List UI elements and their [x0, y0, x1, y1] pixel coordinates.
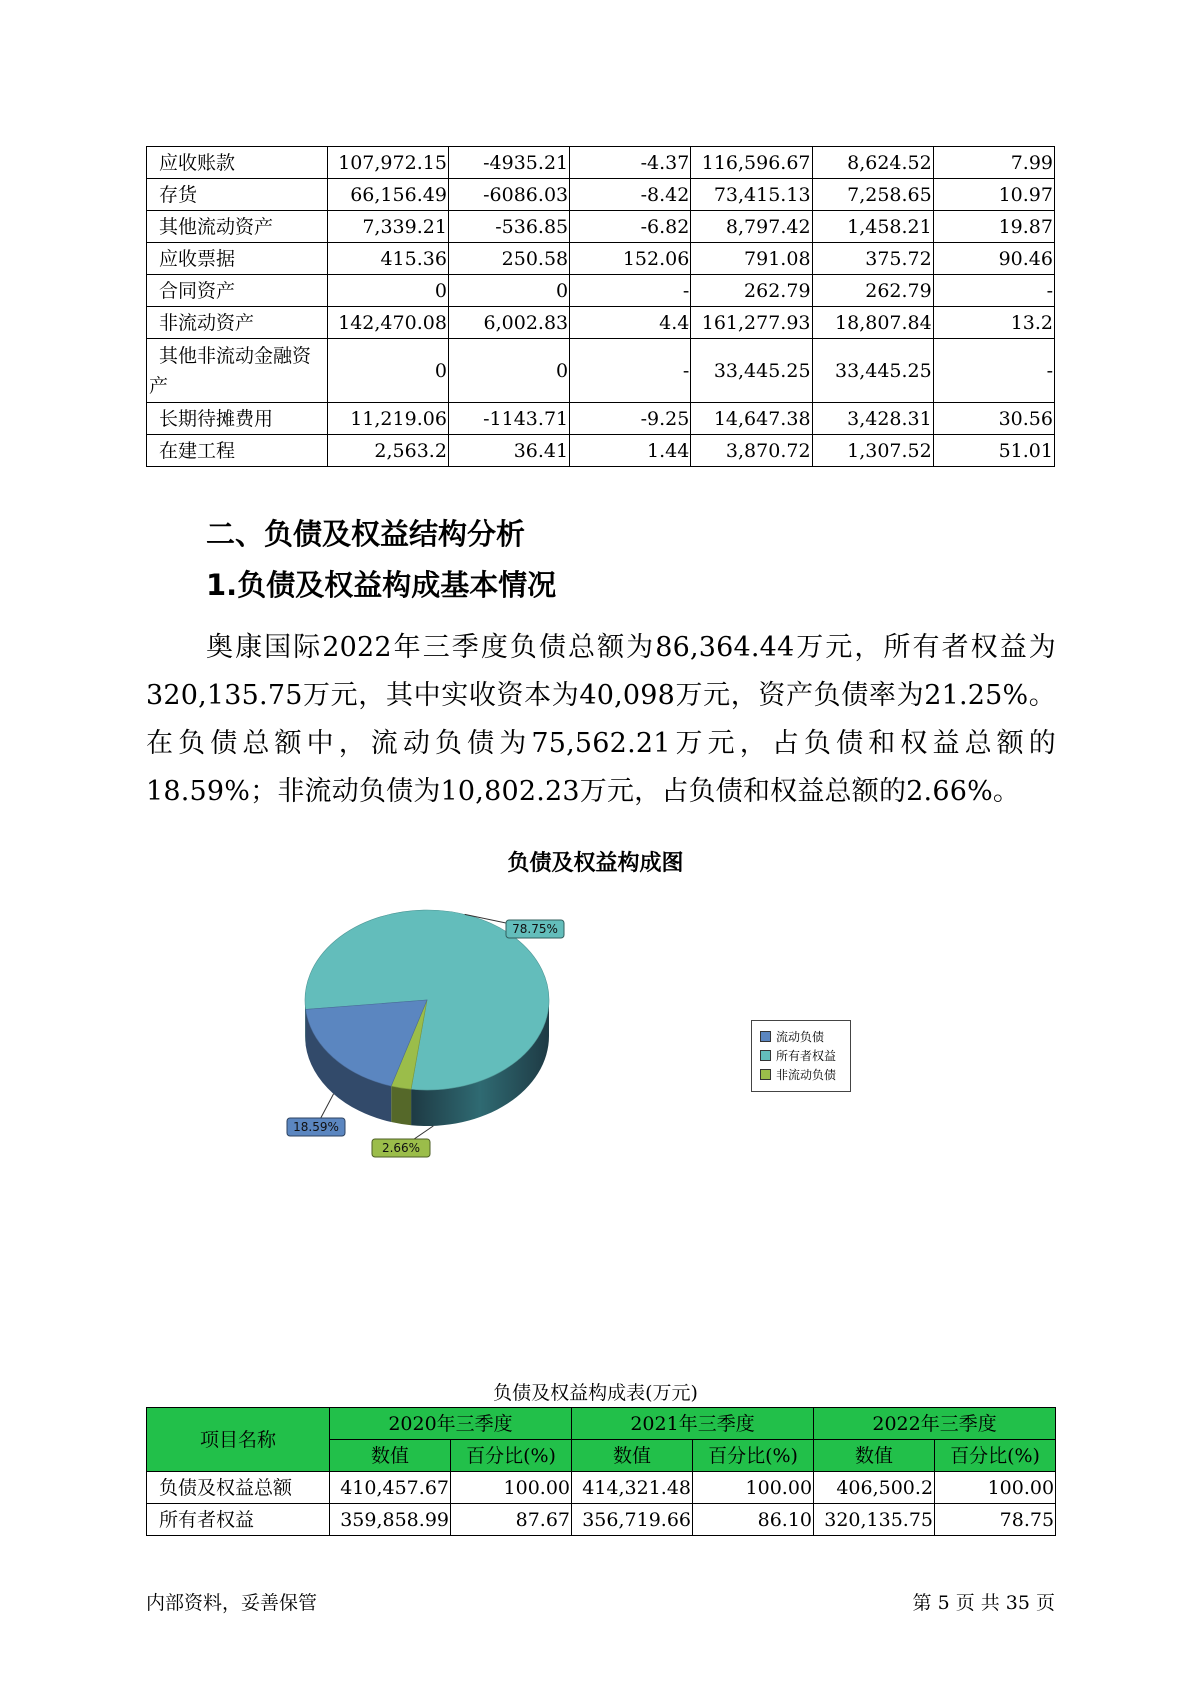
cell-value: 6,002.83	[448, 307, 569, 339]
chart-legend	[751, 1020, 851, 1092]
cell-value: 116,596.67	[691, 147, 812, 179]
data-label: 2.66%	[381, 1141, 421, 1155]
cell-value: 33,445.25	[812, 339, 933, 403]
cell-value: 0	[327, 275, 448, 307]
cell-value: -	[933, 275, 1054, 307]
cell-value: 14,647.38	[691, 403, 812, 435]
row-label: 长期待摊费用	[147, 403, 328, 435]
liability-equity-table	[146, 1407, 1056, 1536]
cell-value: 406,500.2	[814, 1472, 935, 1504]
cell-value: 86.10	[693, 1504, 814, 1536]
cell-value: 0	[327, 339, 448, 403]
cell-value: 8,624.52	[812, 147, 933, 179]
header-value: 数值	[572, 1440, 693, 1472]
cell-value: -6.82	[570, 211, 691, 243]
cell-value: 414,321.48	[572, 1472, 693, 1504]
cell-value: 11,219.06	[327, 403, 448, 435]
cell-value: 262.79	[812, 275, 933, 307]
row-label: 应收票据	[147, 243, 328, 275]
legend-swatch	[760, 1050, 771, 1061]
cell-value: 320,135.75	[814, 1504, 935, 1536]
header-item-name: 项目名称	[147, 1408, 330, 1472]
cell-value: 375.72	[812, 243, 933, 275]
cell-value: 7,258.65	[812, 179, 933, 211]
cell-value: -	[570, 339, 691, 403]
cell-value: 100.00	[693, 1472, 814, 1504]
cell-value: 3,870.72	[691, 435, 812, 467]
header-pct: 百分比(%)	[451, 1440, 572, 1472]
cell-value: 100.00	[935, 1472, 1056, 1504]
cell-value: 33,445.25	[691, 339, 812, 403]
cell-value: 36.41	[448, 435, 569, 467]
row-label: 其他流动资产	[147, 211, 328, 243]
cell-value: -8.42	[570, 179, 691, 211]
cell-value: 8,797.42	[691, 211, 812, 243]
cell-value: 1.44	[570, 435, 691, 467]
cell-value: 3,428.31	[812, 403, 933, 435]
cell-value: 4.4	[570, 307, 691, 339]
cell-value: 356,719.66	[572, 1504, 693, 1536]
cell-value: 10.97	[933, 179, 1054, 211]
cell-value: -6086.03	[448, 179, 569, 211]
cell-value: -	[570, 275, 691, 307]
row-label: 合同资产	[147, 275, 328, 307]
data-label: 78.75%	[512, 922, 558, 936]
row-label: 负债及权益总额	[147, 1472, 330, 1504]
section-subheading: 1.负债及权益构成基本情况	[206, 568, 557, 602]
row-label: 其他非流动金融资产	[147, 339, 328, 403]
cell-value: -	[933, 339, 1054, 403]
legend-swatch	[760, 1031, 771, 1042]
table-row	[147, 1472, 1056, 1504]
cell-value: 2,563.2	[327, 435, 448, 467]
row-label: 所有者权益	[147, 1504, 330, 1536]
cell-value: 142,470.08	[327, 307, 448, 339]
cell-value: 73,415.13	[691, 179, 812, 211]
cell-value: 791.08	[691, 243, 812, 275]
cell-value: 262.79	[691, 275, 812, 307]
pie-side-2	[391, 1086, 411, 1125]
cell-value: 0	[448, 275, 569, 307]
table-row	[147, 1504, 1056, 1536]
header-pct: 百分比(%)	[693, 1440, 814, 1472]
cell-value: 250.58	[448, 243, 569, 275]
cell-value: 0	[448, 339, 569, 403]
row-label: 应收账款	[147, 147, 328, 179]
row-label: 存货	[147, 179, 328, 211]
data-label: 18.59%	[293, 1120, 339, 1134]
row-label: 非流动资产	[147, 307, 328, 339]
header-value: 数值	[814, 1440, 935, 1472]
row-label: 在建工程	[147, 435, 328, 467]
header-year-2021: 2021年三季度	[572, 1408, 814, 1440]
chart-title: 负债及权益构成图	[507, 851, 684, 876]
cell-value: 1,458.21	[812, 211, 933, 243]
cell-value: 1,307.52	[812, 435, 933, 467]
cell-value: 7.99	[933, 147, 1054, 179]
summary-paragraph: 奥康国际2022年三季度负债总额为86,364.44万元，所有者权益为320,135.75万元，其中实收资本为40,098万元，资产负债率为21.25%。在负债总额中，流动负债为75,562.21万元，占负债和权益总额的18.59%；非流动负债为10,802.23万元，占负债和权益总额的2.66%。	[146, 632, 1056, 807]
cell-value: 51.01	[933, 435, 1054, 467]
cell-value: -1143.71	[448, 403, 569, 435]
cell-value: 78.75	[935, 1504, 1056, 1536]
legend-label: 流动负债	[776, 1030, 825, 1044]
cell-value: 18,807.84	[812, 307, 933, 339]
cell-value: 13.2	[933, 307, 1054, 339]
cell-value: 19.87	[933, 211, 1054, 243]
cell-value: 161,277.93	[691, 307, 812, 339]
cell-value: 90.46	[933, 243, 1054, 275]
header-year-2020: 2020年三季度	[330, 1408, 572, 1440]
legend-entry	[760, 1027, 850, 1046]
cell-value: 66,156.49	[327, 179, 448, 211]
legend-label: 非流动负债	[776, 1068, 837, 1082]
cell-value: 30.56	[933, 403, 1054, 435]
header-pct: 百分比(%)	[935, 1440, 1056, 1472]
header-year-2022: 2022年三季度	[814, 1408, 1056, 1440]
footer-confidential: 内部资料，妥善保管	[146, 1592, 318, 1614]
table-caption: 负债及权益构成表(万元)	[493, 1382, 698, 1404]
cell-value: 152.06	[570, 243, 691, 275]
cell-value: 107,972.15	[327, 147, 448, 179]
legend-entry	[760, 1046, 850, 1065]
cell-value: -4935.21	[448, 147, 569, 179]
cell-value: 359,858.99	[330, 1504, 451, 1536]
cell-value: 415.36	[327, 243, 448, 275]
cell-value: -536.85	[448, 211, 569, 243]
legend-label: 所有者权益	[776, 1049, 837, 1063]
cell-value: 100.00	[451, 1472, 572, 1504]
cell-value: 410,457.67	[330, 1472, 451, 1504]
section-heading: 二、负债及权益结构分析	[206, 517, 526, 551]
cell-value: -4.37	[570, 147, 691, 179]
cell-value: 87.67	[451, 1504, 572, 1536]
header-value: 数值	[330, 1440, 451, 1472]
footer-page-number: 第 5 页 共 35 页	[912, 1592, 1055, 1614]
cell-value: -9.25	[570, 403, 691, 435]
legend-swatch	[760, 1069, 771, 1080]
cell-value: 7,339.21	[327, 211, 448, 243]
legend-entry	[760, 1065, 850, 1084]
